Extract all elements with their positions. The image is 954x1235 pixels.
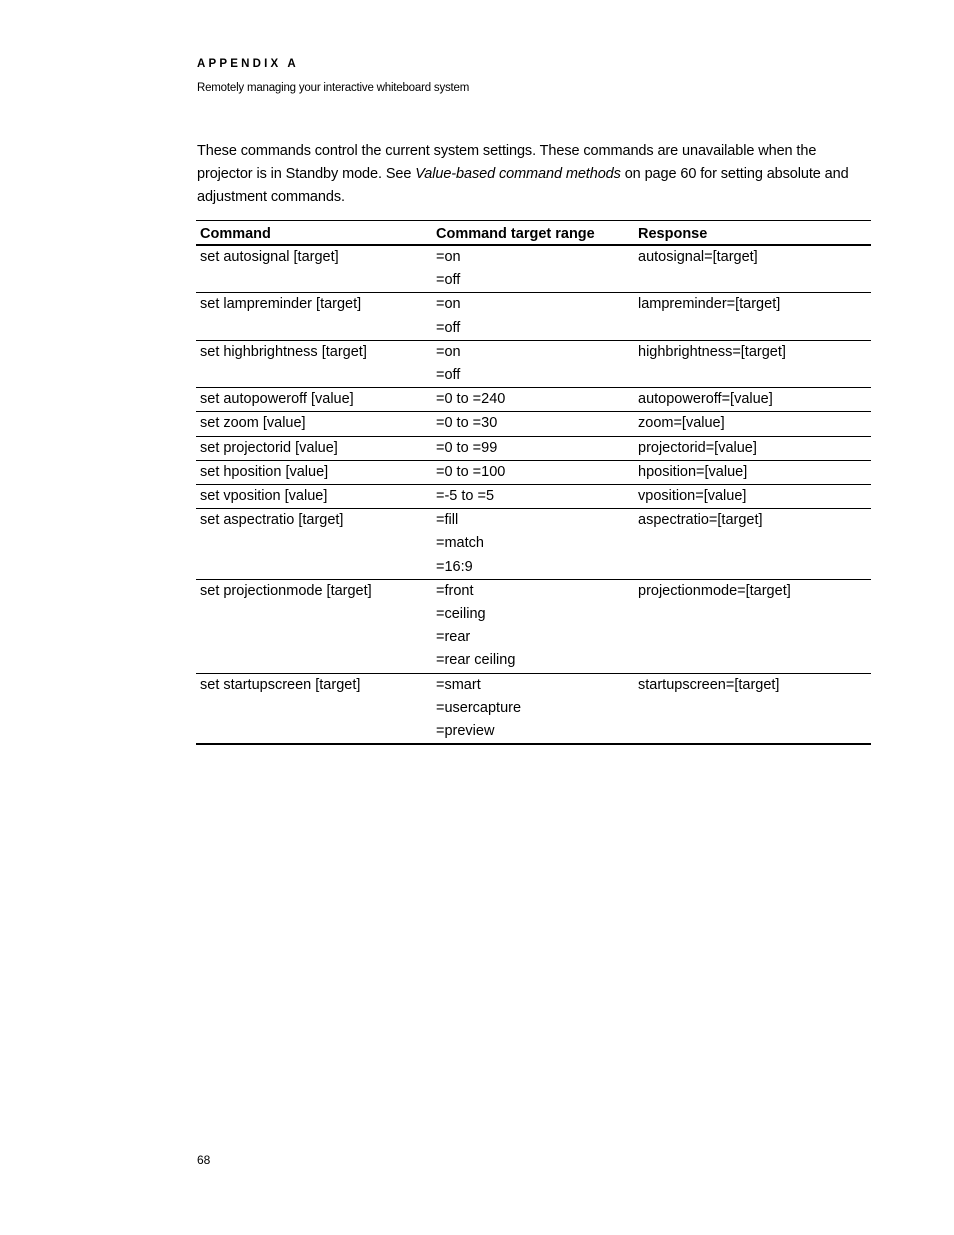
response-cell: vposition=[value] [634,485,871,509]
intro-text-start: These commands control the current system settings. These commands are unavailable when the projector is in Standby mode. See [197,143,817,182]
appendix-heading: APPENDIX A [197,58,299,70]
target-range-value: =0 to =30 [436,415,498,432]
response-cell: zoom=[value] [634,412,871,436]
target-range-value: =off [436,272,461,289]
target-range-value: =0 to =240 [436,391,506,408]
column-header-response: Response [634,221,871,246]
intro-paragraph [197,140,871,209]
table-header-row [196,221,871,246]
response-cell: aspectratio=[target] [634,509,871,580]
command-cell: set autosignal [target] [200,249,339,265]
target-range-value: =rear ceiling [436,652,516,669]
command-cell: set zoom [value] [196,412,432,436]
column-header-target-range: Command target range [432,221,634,246]
target-range-value: =front [436,582,474,599]
target-range-cell [432,245,634,293]
target-range-value: =preview [436,723,495,740]
target-range-value: =usercapture [436,699,522,716]
response-cell: projectionmode=[target] [634,579,871,673]
column-header-command: Command [196,221,432,246]
table-row [196,245,871,293]
value-based-methods-reference: Value-based command methods [415,166,621,182]
target-range-cell [432,293,634,340]
page-number: 68 [197,1153,211,1167]
target-range-value: =16:9 [436,558,473,575]
target-range-value: =off [436,319,461,336]
response-cell: autopoweroff=[value] [634,388,871,412]
table-body [196,245,871,744]
command-cell: set lampreminder [target] [196,293,432,340]
table-row [196,293,871,340]
target-range-value: =-5 to =5 [436,488,495,505]
table-row [196,485,871,509]
response-cell: projectorid=[value] [634,436,871,460]
intro-text-end: on page 60 for setting absolute and adjustment commands. [197,166,849,205]
command-cell: set aspectratio [target] [196,509,432,580]
response-cell: startupscreen=[target] [634,673,871,744]
table-row [196,579,871,673]
command-cell: set startupscreen [target] [196,673,432,744]
response-cell: highbrightness=[target] [634,340,871,387]
response-cell: hposition=[value] [634,460,871,484]
target-range-cell [432,436,634,460]
target-range-value: =on [436,296,461,313]
response-cell: autosignal=[target] [638,249,758,265]
table-row [196,460,871,484]
command-cell: set highbrightness [target] [196,340,432,387]
target-range-cell [432,412,634,436]
table-row [196,436,871,460]
response-cell: lampreminder=[target] [634,293,871,340]
target-range-cell [432,579,634,673]
target-range-value: =0 to =100 [436,463,506,480]
target-range-cell [432,673,634,744]
target-range-cell [432,460,634,484]
target-range-value: =rear [436,629,471,646]
table-row [196,340,871,387]
command-cell: set autopoweroff [value] [196,388,432,412]
target-range-value: =smart [436,676,481,693]
command-cell: set hposition [value] [196,460,432,484]
target-range-value: =on [436,249,461,265]
target-range-cell [432,388,634,412]
table-row [196,509,871,580]
commands-table [196,220,871,745]
command-cell: set projectionmode [target] [196,579,432,673]
target-range-value: =fill [436,512,459,529]
command-cell: set vposition [value] [196,485,432,509]
table-row [196,388,871,412]
target-range-value: =on [436,343,461,360]
target-range-value: =off [436,367,461,384]
target-range-value: =ceiling [436,606,486,623]
target-range-cell [432,340,634,387]
target-range-cell [432,485,634,509]
target-range-value: =match [436,535,484,552]
table-row [196,412,871,436]
table-row [196,673,871,744]
command-cell: set projectorid [value] [196,436,432,460]
chapter-subtitle: Remotely managing your interactive whiteboard system [197,82,470,94]
target-range-value: =0 to =99 [436,439,498,456]
target-range-cell [432,509,634,580]
